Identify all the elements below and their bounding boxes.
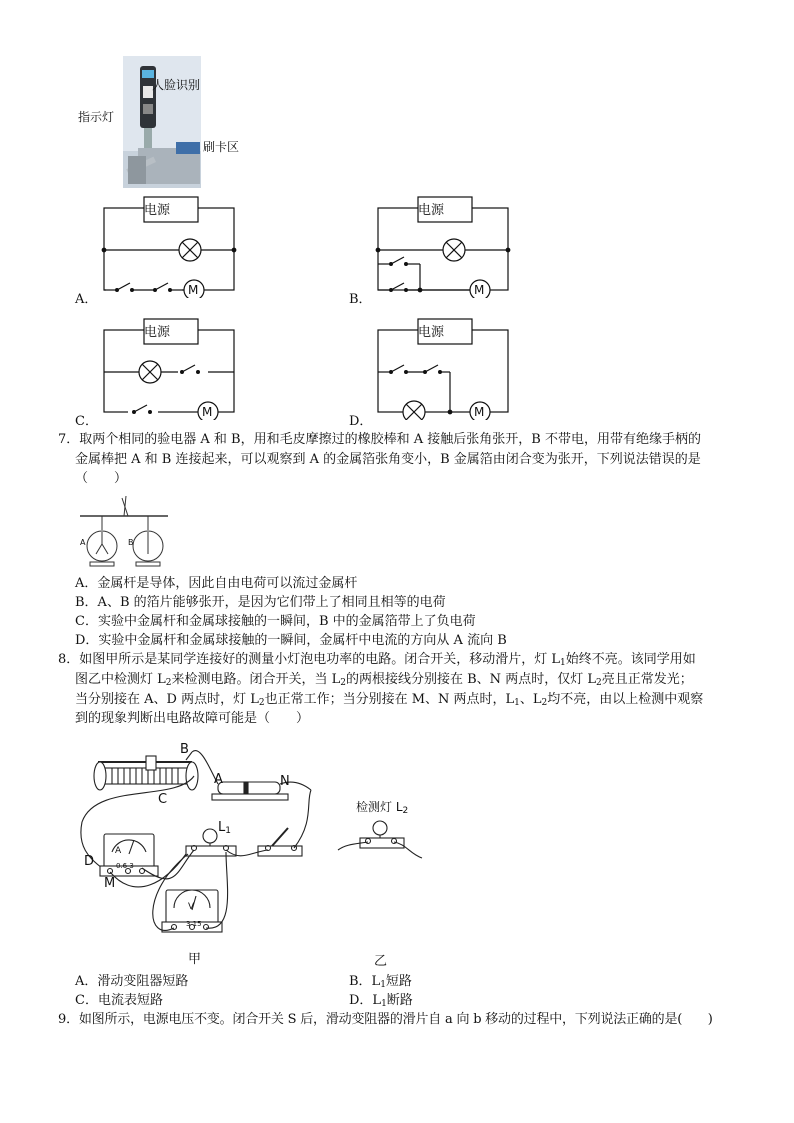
- indicator-light-label: 指示灯: [78, 110, 115, 124]
- point-m-label: M: [104, 876, 116, 891]
- q8-option-a: A．滑动变阻器短路: [75, 974, 189, 989]
- electroscope-b-label: B: [128, 538, 134, 547]
- point-c-label: C: [158, 792, 168, 807]
- voltmeter-scale-label: 3 15: [186, 920, 202, 928]
- point-a-label: A: [214, 772, 223, 787]
- electroscope-figure: [78, 488, 170, 570]
- circuit-a-source-label: 电源: [144, 203, 171, 218]
- voltmeter-label: V: [188, 902, 195, 912]
- q7-line-2: 金属棒把 A 和 B 连接起来，可以观察到 A 的金属箔张角变小，B 金属箔由闭合变为张开，下列说法错误的是: [75, 452, 701, 467]
- electroscope-a-label: A: [80, 538, 86, 547]
- point-b-label: B: [180, 742, 189, 757]
- option-c-label: C．: [75, 414, 98, 429]
- q8-line-3: 当分别接在 A、D 两点时，灯 $L_2$也正常工作；当分别接在 M、N 两点时，$L_1$、$L_2$均不亮，由以上检测中观察: [75, 692, 704, 708]
- ammeter-label: A: [115, 846, 122, 856]
- q7-line-3: （ ）: [75, 471, 128, 486]
- q7-option-a: A．金属杆是导体，因此自由电荷可以流过金属杆: [75, 576, 358, 591]
- q9-line-1: 9．如图所示，电源电压不变。闭合开关 S 后，滑动变阻器的滑片自 a 向 b 移动的过程中，下列说法正确的是( ): [58, 1012, 713, 1027]
- q8-line-1: 8．如图甲所示是某同学连接好的测量小灯泡电功率的电路。闭合开关，移动滑片，灯 $L_1$始终不亮。该同学用如: [58, 652, 696, 668]
- figure-jia-caption: 甲: [188, 952, 202, 967]
- card-area-label: 刷卡区: [203, 140, 240, 154]
- circuit-a-motor-label: M: [188, 283, 199, 297]
- test-lamp-figure: [336, 814, 426, 860]
- ammeter-scale-label: 0.6 3: [116, 862, 134, 870]
- q7-option-c: C．实验中金属杆和金属球接触的一瞬间，B 中的金属箔带上了负电荷: [75, 614, 476, 629]
- q8-option-c: C．电流表短路: [75, 993, 163, 1008]
- q8-line-2: 图乙中检测灯 $L_2$来检测电路。闭合开关，当 $L_2$的两根接线分别接在 B、N 两点时，仅灯 $L_2$亮且正常发光；: [75, 672, 693, 688]
- q8-option-b: B．$L_1$短路: [349, 974, 412, 990]
- lamp-l1-label: $L_1$: [218, 820, 231, 836]
- face-recognition-label: 人脸识别: [152, 78, 201, 92]
- circuit-c-source-label: 电源: [144, 325, 171, 340]
- circuit-b-motor-label: M: [474, 283, 485, 297]
- option-b-label: B．: [349, 292, 372, 307]
- circuit-b-source-label: 电源: [418, 203, 445, 218]
- circuit-c-motor-label: M: [202, 405, 213, 419]
- q8-line-4: 到的现象判断出电路故障可能是（ ）: [75, 711, 310, 726]
- option-a-label: A．: [75, 292, 98, 307]
- figure-yi-caption: 乙: [374, 954, 388, 969]
- q7-line-1: 7．取两个相同的验电器 A 和 B，用和毛皮摩擦过的橡胶棒和 A 接触后张角张开，B 不带电，用带有绝缘手柄的: [58, 432, 701, 447]
- test-lamp-label: 检测灯 $L_2$: [356, 800, 409, 816]
- point-d-label: D: [84, 854, 95, 869]
- option-d-label: D．: [349, 414, 373, 429]
- circuit-d-motor-label: M: [474, 405, 485, 419]
- circuit-d-source-label: 电源: [418, 325, 445, 340]
- q7-option-d: D．实验中金属杆和金属球接触的一瞬间，金属杆中电流的方向从 A 流向 B: [75, 633, 507, 648]
- q7-option-b: B．A、B 的箔片能够张开，是因为它们带上了相同且相等的电荷: [75, 595, 446, 610]
- point-n-label: N: [280, 774, 290, 789]
- q8-option-d: D．$L_1$断路: [349, 993, 413, 1009]
